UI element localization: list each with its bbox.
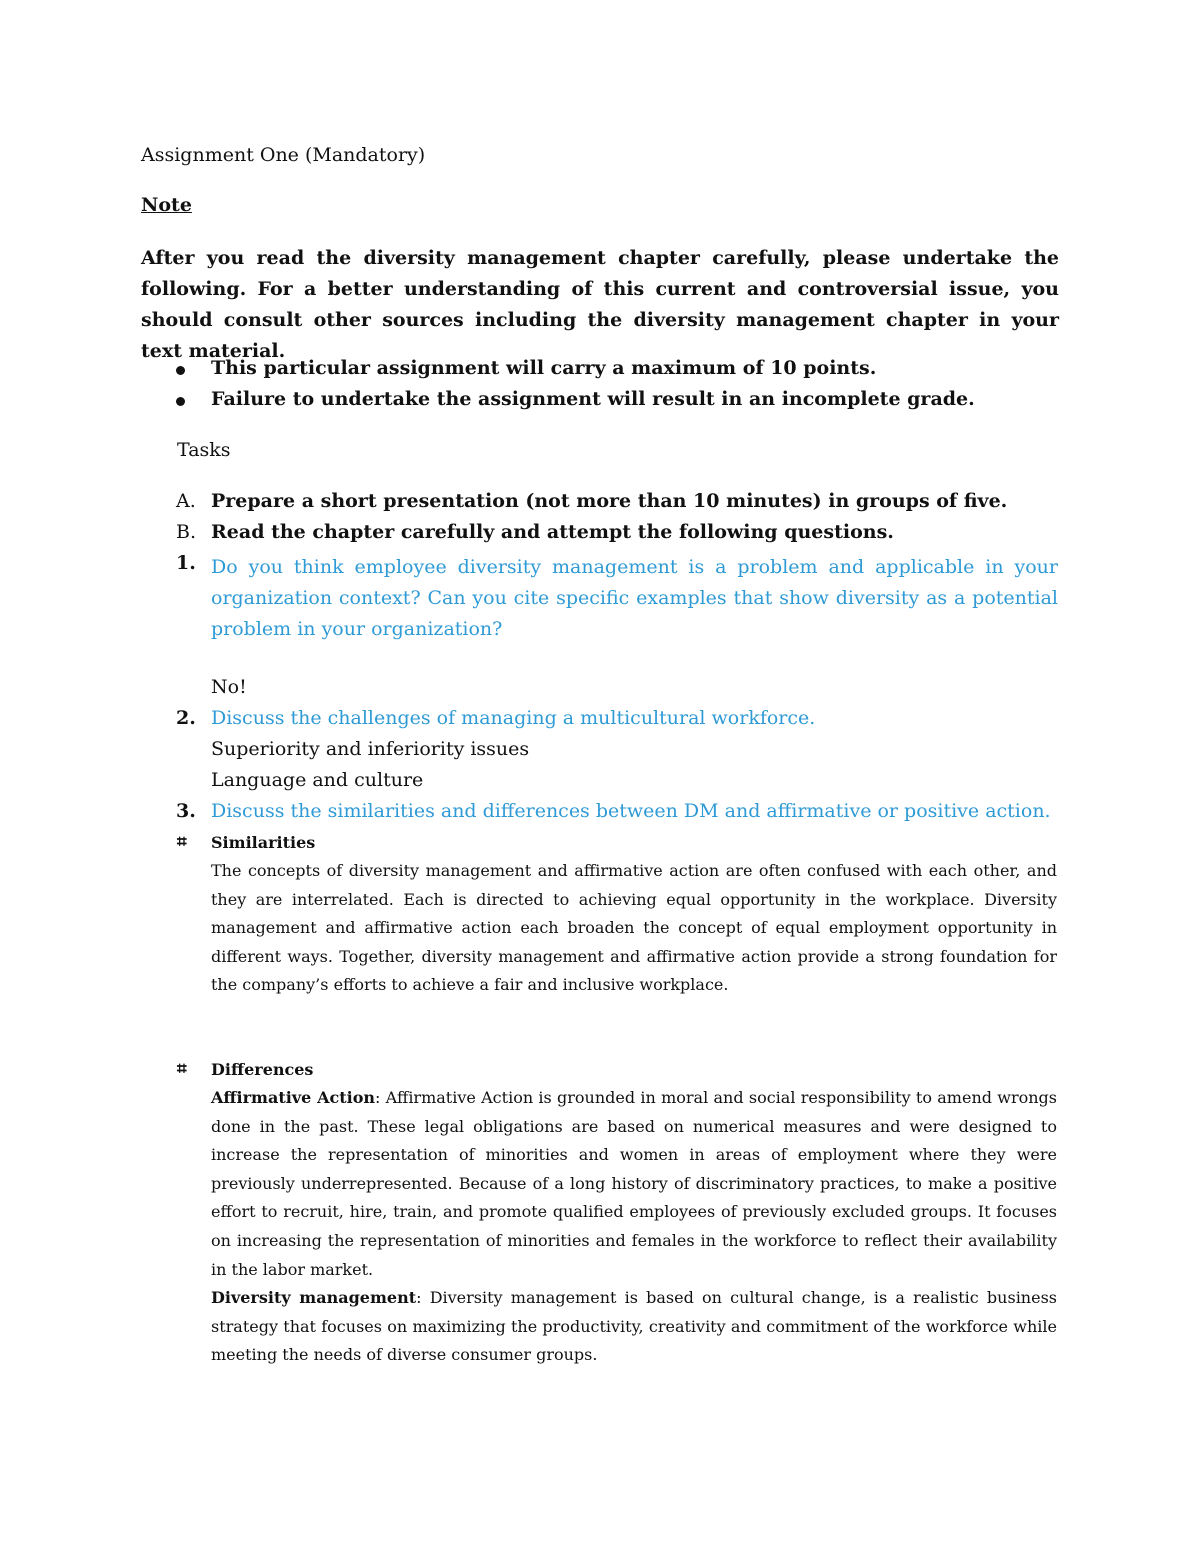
diversity-management-paragraph — [211, 1284, 1057, 1370]
answer-text: Language and culture — [211, 769, 424, 791]
answer-text: Superiority and inferiority issues — [211, 738, 530, 760]
task-marker: A. — [176, 490, 196, 512]
section-marker-icon: ⌗ — [177, 832, 187, 852]
task-text: Read the chapter carefully and attempt the following questions. — [211, 521, 894, 543]
question-text: Discuss the similarities and differences between DM and affirmative or positive action. — [211, 800, 1051, 822]
task-marker: B. — [176, 521, 197, 543]
document-title: Assignment One (Mandatory) — [141, 144, 426, 166]
bullet-dot-icon — [176, 397, 185, 406]
question-marker: 2. — [176, 707, 196, 729]
bullet-item: Failure to undertake the assignment will result in an incomplete grade. — [211, 388, 975, 410]
affirmative-action-label: Affirmative Action — [211, 1088, 375, 1107]
diversity-management-label: Diversity management — [211, 1288, 417, 1307]
similarities-heading: Similarities — [211, 833, 316, 852]
tasks-heading: Tasks — [177, 439, 231, 461]
question-text: Discuss the challenges of managing a multicultural workforce. — [211, 707, 816, 729]
bullet-dot-icon — [176, 366, 185, 375]
bullet-item: This particular assignment will carry a maximum of 10 points. — [211, 357, 877, 379]
differences-heading: Differences — [211, 1060, 314, 1079]
similarities-paragraph: The concepts of diversity management and affirmative action are often confused with each other, and they are interrelated. Each is directed to achieving equal opportunity in the workplace. Diversity management and affirmative action each broaden the concept of equal employment opportunity in different ways. Together, diversity management and affirmative action provide a strong foundation for the company’s efforts to achieve a fair and inclusive workplace. — [211, 861, 1057, 995]
question-marker: 1. — [176, 552, 196, 574]
answer-text: No! — [211, 676, 247, 698]
affirmative-action-text: : Affirmative Action is grounded in moral and social responsibility to amend wrongs done in the past. These legal obligations are based on numerical measures and were designed to increase the representation of minorities and women in areas of employment where they were previously underrepresented. Because of a long history of discriminatory practices, to make a positive effort to recruit, hire, train, and promote qualified employees of previously excluded groups. It focuses on increasing the representation of minorities and females in the workforce to reflect their availability in the labor market. — [211, 1088, 1058, 1279]
task-text: Prepare a short presentation (not more than 10 minutes) in groups of five. — [211, 490, 1008, 512]
diversity-management-text: : Diversity management is based on cultural change, is a realistic business strategy that focuses on maximizing the productivity, creativity and commitment of the workforce while meeting the needs of diverse consumer groups. — [211, 1288, 1058, 1365]
affirmative-action-paragraph — [211, 1084, 1057, 1284]
intro-paragraph: After you read the diversity management chapter carefully, please undertake the following. For a better understanding of this current and controversial issue, you should consult other sources including the diversity management chapter in your text material. — [141, 247, 1059, 362]
question-text: Do you think employee diversity management is a problem and applicable in your organization context? Can you cite specific examples that show diversity as a potential problem in your organization? — [211, 556, 1058, 640]
question-marker: 3. — [176, 800, 196, 822]
note-label: Note — [141, 194, 192, 216]
section-marker-icon: ⌗ — [177, 1059, 187, 1079]
